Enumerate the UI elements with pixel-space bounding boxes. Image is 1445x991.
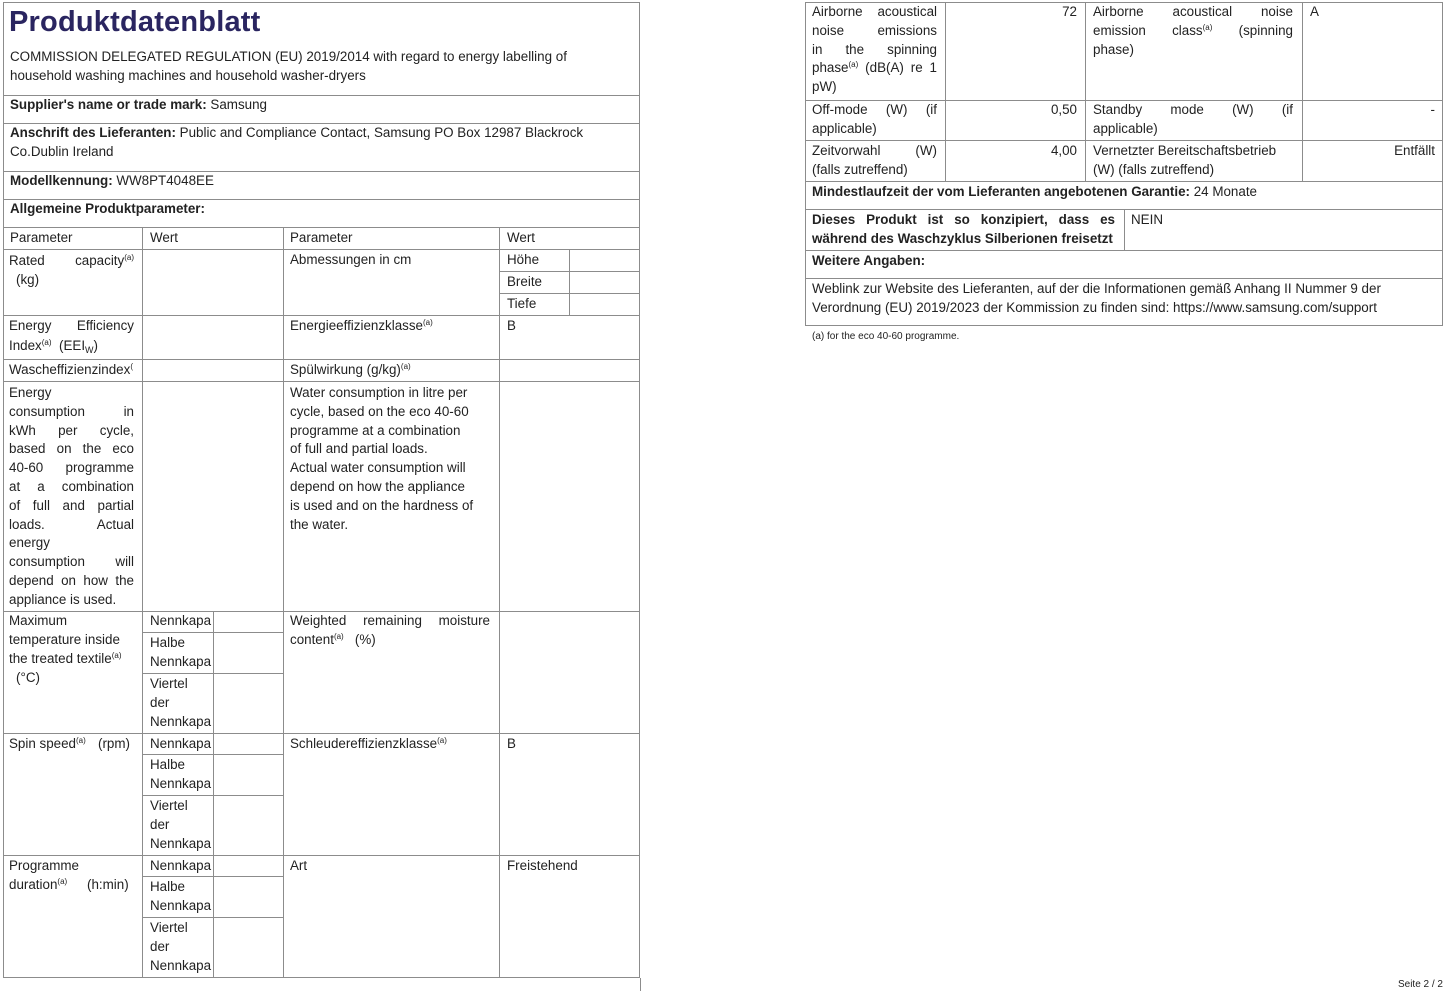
col-header-parameter: Parameter	[10, 230, 73, 245]
sub-row-label: Nennkapa	[150, 736, 212, 751]
rated-capacity-unit: (kg)	[16, 272, 40, 287]
label-text: )	[93, 338, 99, 353]
moisture-label: Weighted remaining moisture	[290, 613, 490, 628]
depth-label: Tiefe	[507, 296, 537, 311]
sub-row-label: Viertel	[150, 676, 188, 691]
sub-row-label: Viertel	[150, 798, 188, 813]
label-line: Airborne acoustical	[812, 4, 937, 19]
noise-value: 72	[1062, 4, 1077, 19]
label-line	[1093, 22, 1293, 41]
superscript: (	[130, 362, 133, 371]
label-line: is used and on the hardness of	[290, 497, 474, 513]
label-line: of full and partial	[9, 497, 134, 513]
regulation-text: COMMISSION DELEGATED REGULATION (EU) 2019/2014 with regard to energy labelling of	[10, 49, 567, 64]
off-mode-label: applicable)	[812, 121, 877, 136]
model-label: Modellkennung:	[10, 173, 113, 188]
label-line: Actual water consumption will	[290, 460, 466, 476]
col-header-wert: Wert	[150, 230, 179, 245]
networked-label: (W) (falls zutreffend)	[1093, 162, 1215, 177]
weblink-text: Weblink zur Website des Lieferanten, auf der die Informationen gemäß Anhang II Nummer 9 der	[812, 281, 1381, 296]
label-text: phase	[812, 60, 849, 76]
sub-row-label: Nennkapa	[150, 613, 212, 628]
superscript: (a)	[57, 877, 68, 886]
max-temp-unit: (°C)	[16, 670, 40, 685]
sub-row-label: Nennkapa	[150, 654, 212, 669]
label-line: at a combination	[9, 478, 134, 494]
label-line: pW)	[812, 79, 837, 95]
duration-label: Programme	[9, 858, 79, 873]
max-temp-label: temperature inside	[9, 632, 120, 647]
general-params-heading: Allgemeine Produktparameter:	[10, 201, 205, 216]
spin-speed-unit: (rpm)	[98, 736, 130, 751]
silver-ions-value: NEIN	[1131, 212, 1163, 227]
label-text: (spinning	[1238, 22, 1293, 38]
delay-label: (falls zutreffend)	[812, 162, 908, 177]
sub-row-label: der	[150, 939, 170, 954]
noise-class-value: A	[1310, 4, 1319, 19]
supplier-value: Samsung	[210, 97, 267, 112]
sub-row-label: Nennkapa	[150, 898, 212, 913]
label-line: loads. Actual	[9, 516, 134, 532]
sub-row-label: Halbe	[150, 635, 185, 650]
spin-class-value: B	[507, 736, 516, 751]
page-title: Produktdatenblatt	[9, 6, 261, 38]
label-line: phase)	[1093, 41, 1134, 57]
regulation-text: household washing machines and household washer-dryers	[10, 68, 366, 83]
address-label: Anschrift des Lieferanten:	[10, 125, 176, 140]
delay-value: 4,00	[1050, 143, 1077, 158]
label-text: emission class	[1093, 22, 1203, 38]
label-text: (dB(A) re 1	[865, 60, 937, 76]
label-line: in the spinning	[812, 41, 937, 57]
networked-label: Vernetzter Bereitschaftsbetrieb	[1093, 143, 1277, 158]
sub-row-label: der	[150, 817, 170, 832]
label-line: kWh per cycle,	[9, 422, 134, 438]
label-text: the treated textile	[9, 651, 112, 666]
superscript: (a)	[111, 651, 122, 660]
label-line: programme at a combination	[290, 422, 461, 438]
label-line: consumption will	[9, 554, 134, 570]
silver-ions-label: Dieses Produkt ist so konzipiert, dass es	[812, 212, 1115, 227]
superscript: (a)	[400, 362, 411, 371]
guarantee-value: 24 Monate	[1193, 184, 1257, 199]
superscript: (a)	[124, 253, 134, 262]
superscript: (a)	[333, 632, 344, 641]
superscript: (a)	[437, 736, 447, 745]
superscript: (a)	[423, 318, 433, 327]
standby-label: applicable)	[1093, 121, 1158, 136]
label-text: Spin speed	[9, 736, 77, 751]
noise-label	[812, 3, 937, 97]
dimensions-label: Abmessungen in cm	[290, 252, 412, 267]
label-line: cycle, based on the eco 40-60	[290, 403, 469, 419]
subscript: W	[85, 345, 94, 355]
superscript: (a)	[1202, 22, 1213, 32]
duration-unit: (h:min)	[87, 877, 129, 892]
type-value: Freistehend	[507, 858, 578, 873]
label-line: appliance is used.	[9, 591, 117, 607]
label-text: content	[290, 632, 334, 647]
standby-label: Standby mode (W) (if	[1093, 102, 1293, 117]
sub-row-label: Nennkapa	[150, 776, 212, 791]
guarantee-line	[812, 183, 1257, 202]
width-label: Breite	[507, 274, 542, 289]
table-cell	[1302, 2, 1443, 101]
supplier-label: Supplier's name or trade mark:	[10, 97, 207, 112]
label-line: noise emissions	[812, 22, 937, 38]
label-text: (EEI	[59, 338, 86, 353]
label-text: duration	[9, 877, 58, 892]
table-cell	[1302, 100, 1443, 141]
label-text: Wascheffizienzindex	[9, 362, 131, 377]
sub-row-label: Viertel	[150, 920, 188, 935]
label-line	[812, 59, 937, 78]
col-header-wert: Wert	[507, 230, 536, 245]
off-mode-label: Off-mode (W) (if	[812, 102, 937, 117]
label-line: Energy	[9, 385, 52, 400]
model-value: WW8PT4048EE	[116, 173, 214, 188]
label-line: Airborne acoustical noise	[1093, 4, 1293, 19]
superscript: (a)	[41, 338, 52, 347]
label-line: Water consumption in litre per	[290, 385, 468, 400]
page-number: Seite 2 / 2	[1397, 979, 1443, 990]
off-mode-value: 0,50	[1050, 102, 1077, 117]
sub-row-label: der	[150, 695, 170, 710]
delay-label: Zeitvorwahl (W)	[812, 143, 937, 158]
superscript: (a)	[848, 60, 859, 70]
label-line: energy	[9, 535, 50, 551]
silver-ions-label: während des Waschzyklus Silberionen freisetzt	[812, 231, 1113, 246]
label-text: Index	[9, 338, 42, 353]
footnote: (a) for the eco 40-60 programme.	[812, 331, 960, 342]
label-text: Rated capacity	[9, 253, 125, 268]
weblink-text[interactable]: Verordnung (EU) 2019/2023 der Kommission zu finden sind: https://www.samsung.com/support	[812, 300, 1377, 315]
address-value: Public and Compliance Contact, Samsung PO Box 12987 Blackrock	[179, 125, 584, 140]
further-info-heading: Weitere Angaben:	[812, 253, 926, 268]
eei-label: Energy Efficiency	[9, 318, 134, 333]
networked-value: Entfällt	[1394, 143, 1435, 158]
address-value: Co.Dublin Ireland	[10, 144, 114, 159]
label-line: the water.	[290, 516, 349, 532]
label-line: consumption in	[9, 403, 134, 419]
type-label: Art	[290, 858, 308, 873]
col-header-parameter: Parameter	[290, 230, 353, 245]
sub-row-label: Halbe	[150, 757, 185, 772]
energy-class-value: B	[507, 318, 516, 333]
label-text: Energieeffizienzklasse	[290, 318, 423, 333]
noise-class-label	[1093, 3, 1293, 59]
guarantee-label: Mindestlaufzeit der vom Lieferanten angebotenen Garantie:	[812, 184, 1190, 199]
label-text: (%)	[354, 632, 376, 647]
label-line: 40-60 programme	[9, 460, 134, 476]
sub-row-label: Nennkapa	[150, 958, 212, 973]
label-text: Schleudereffizienzklasse	[290, 736, 438, 751]
standby-value: -	[1430, 102, 1435, 117]
max-temp-label: Maximum	[9, 613, 68, 628]
sub-row-label: Halbe	[150, 879, 185, 894]
label-line: depend on how the	[9, 572, 134, 588]
sub-row-label: Nennkapa	[150, 714, 212, 729]
sub-row-label: Nennkapa	[150, 836, 212, 851]
label-line: depend on how the appliance	[290, 478, 465, 494]
label-line: based on the eco	[9, 441, 134, 457]
label-text: Spülwirkung (g/kg)	[290, 362, 401, 377]
height-label: Höhe	[507, 252, 540, 267]
label-line: of full and partial loads.	[290, 441, 428, 457]
table-cell	[1124, 209, 1443, 251]
sub-row-label: Nennkapa	[150, 858, 212, 873]
superscript: (a)	[76, 736, 86, 745]
